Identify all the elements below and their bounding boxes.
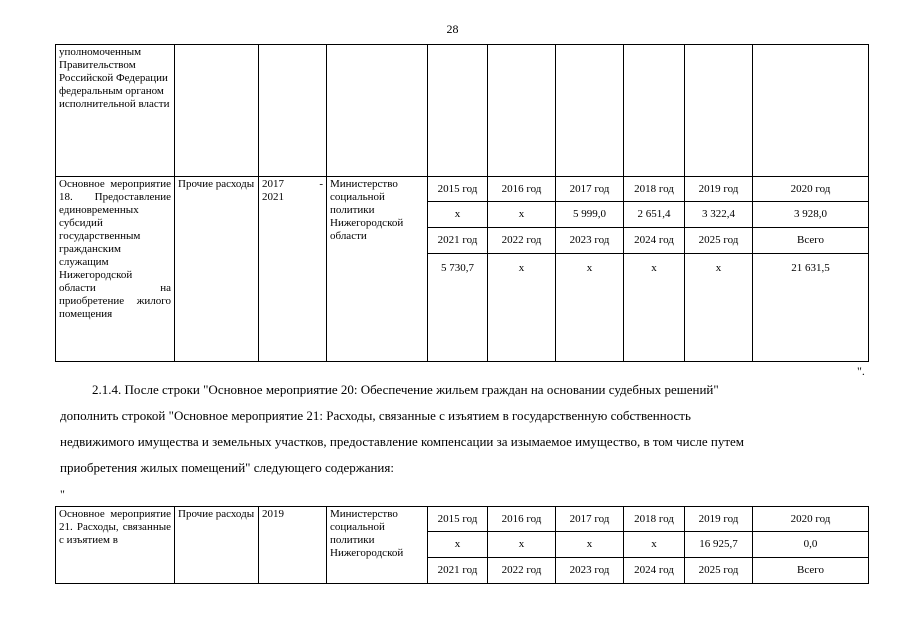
year-cell: 2017 год xyxy=(556,177,624,202)
total-label-cell: Всего xyxy=(753,558,869,584)
value-cell: 5 999,0 xyxy=(556,202,624,228)
period-start: 2017 xyxy=(262,178,284,190)
period-end: 2021 xyxy=(262,191,284,203)
year-cell: 2018 год xyxy=(624,507,685,532)
amendment-paragraph xyxy=(60,377,868,481)
paragraph-line: 2.1.4. После строки "Основное мероприятие 20: Обеспечение жильем граждан на основании судебных решений" xyxy=(92,382,719,397)
period-cell xyxy=(259,177,327,362)
value-cell: 2 651,4 xyxy=(624,202,685,228)
year-cell: 2016 год xyxy=(488,507,556,532)
period-cell: 2019 xyxy=(259,507,327,584)
year-cell: 2017 год xyxy=(556,507,624,532)
total-value-cell: 21 631,5 xyxy=(753,254,869,362)
value-cell: х xyxy=(556,254,624,362)
value-cell: х xyxy=(685,254,753,362)
value-cell: 3 322,4 xyxy=(685,202,753,228)
activity-cell: Основное мероприятие 18. Предоставление единовременных субсидий государственным гражданским служащим Нижегородской области на приобретение жилого помещения xyxy=(56,177,175,362)
value-cell: х xyxy=(488,202,556,228)
expense-type-cell: Прочие расходы xyxy=(175,177,259,362)
activity-cell: Основное мероприятие 21. Расходы, связанные с изъятием в xyxy=(56,507,175,584)
activity-cell: уполномоченным Правительством Российской Федерации федеральным органом исполнительной власти xyxy=(56,45,175,177)
closing-quote: ". xyxy=(857,364,865,378)
year-cell: 2022 год xyxy=(488,558,556,584)
program-table-continuation xyxy=(55,44,869,362)
year-cell: 2020 год xyxy=(753,177,869,202)
year-cell: 2021 год xyxy=(428,558,488,584)
year-cell: 2015 год xyxy=(428,177,488,202)
value-cell: х xyxy=(428,202,488,228)
page-number: 28 xyxy=(446,22,459,36)
value-cell: х xyxy=(428,532,488,558)
executor-cell: Министерство социальной политики Нижегородской области xyxy=(327,177,428,362)
year-cell: 2024 год xyxy=(624,228,685,254)
program-table-new-row xyxy=(55,506,869,584)
executor-cell: Министерство социальной политики Нижегородской xyxy=(327,507,428,584)
value-cell: 0,0 xyxy=(753,532,869,558)
expense-type-cell: Прочие расходы xyxy=(175,507,259,584)
year-cell: 2025 год xyxy=(685,228,753,254)
paragraph-line: недвижимого имущества и земельных участков, предоставление компенсации за изымаемое имущество, в том числе путем xyxy=(60,434,744,449)
year-cell: 2019 год xyxy=(685,507,753,532)
year-cell: 2019 год xyxy=(685,177,753,202)
year-cell: 2023 год xyxy=(556,228,624,254)
year-cell: 2020 год xyxy=(753,507,869,532)
period-dash: - xyxy=(319,178,323,190)
value-cell: х xyxy=(624,532,685,558)
value-cell: х xyxy=(556,532,624,558)
year-cell: 2018 год xyxy=(624,177,685,202)
table-row xyxy=(56,177,869,202)
year-cell: 2025 год xyxy=(685,558,753,584)
value-cell: х xyxy=(488,532,556,558)
value-cell: х xyxy=(624,254,685,362)
year-cell: 2015 год xyxy=(428,507,488,532)
value-cell: х xyxy=(488,254,556,362)
year-cell: 2024 год xyxy=(624,558,685,584)
year-cell: 2022 год xyxy=(488,228,556,254)
table-row xyxy=(56,507,869,532)
paragraph-line: приобретения жилых помещений" следующего содержания: xyxy=(60,460,394,475)
value-cell: 3 928,0 xyxy=(753,202,869,228)
value-cell: 5 730,7 xyxy=(428,254,488,362)
opening-quote: " xyxy=(60,487,65,501)
value-cell: 16 925,7 xyxy=(685,532,753,558)
total-label-cell: Всего xyxy=(753,228,869,254)
year-cell: 2021 год xyxy=(428,228,488,254)
year-cell: 2023 год xyxy=(556,558,624,584)
table-row xyxy=(56,45,869,177)
year-cell: 2016 год xyxy=(488,177,556,202)
paragraph-line: дополнить строкой "Основное мероприятие 21: Расходы, связанные с изъятием в государственную собственность xyxy=(60,408,691,423)
